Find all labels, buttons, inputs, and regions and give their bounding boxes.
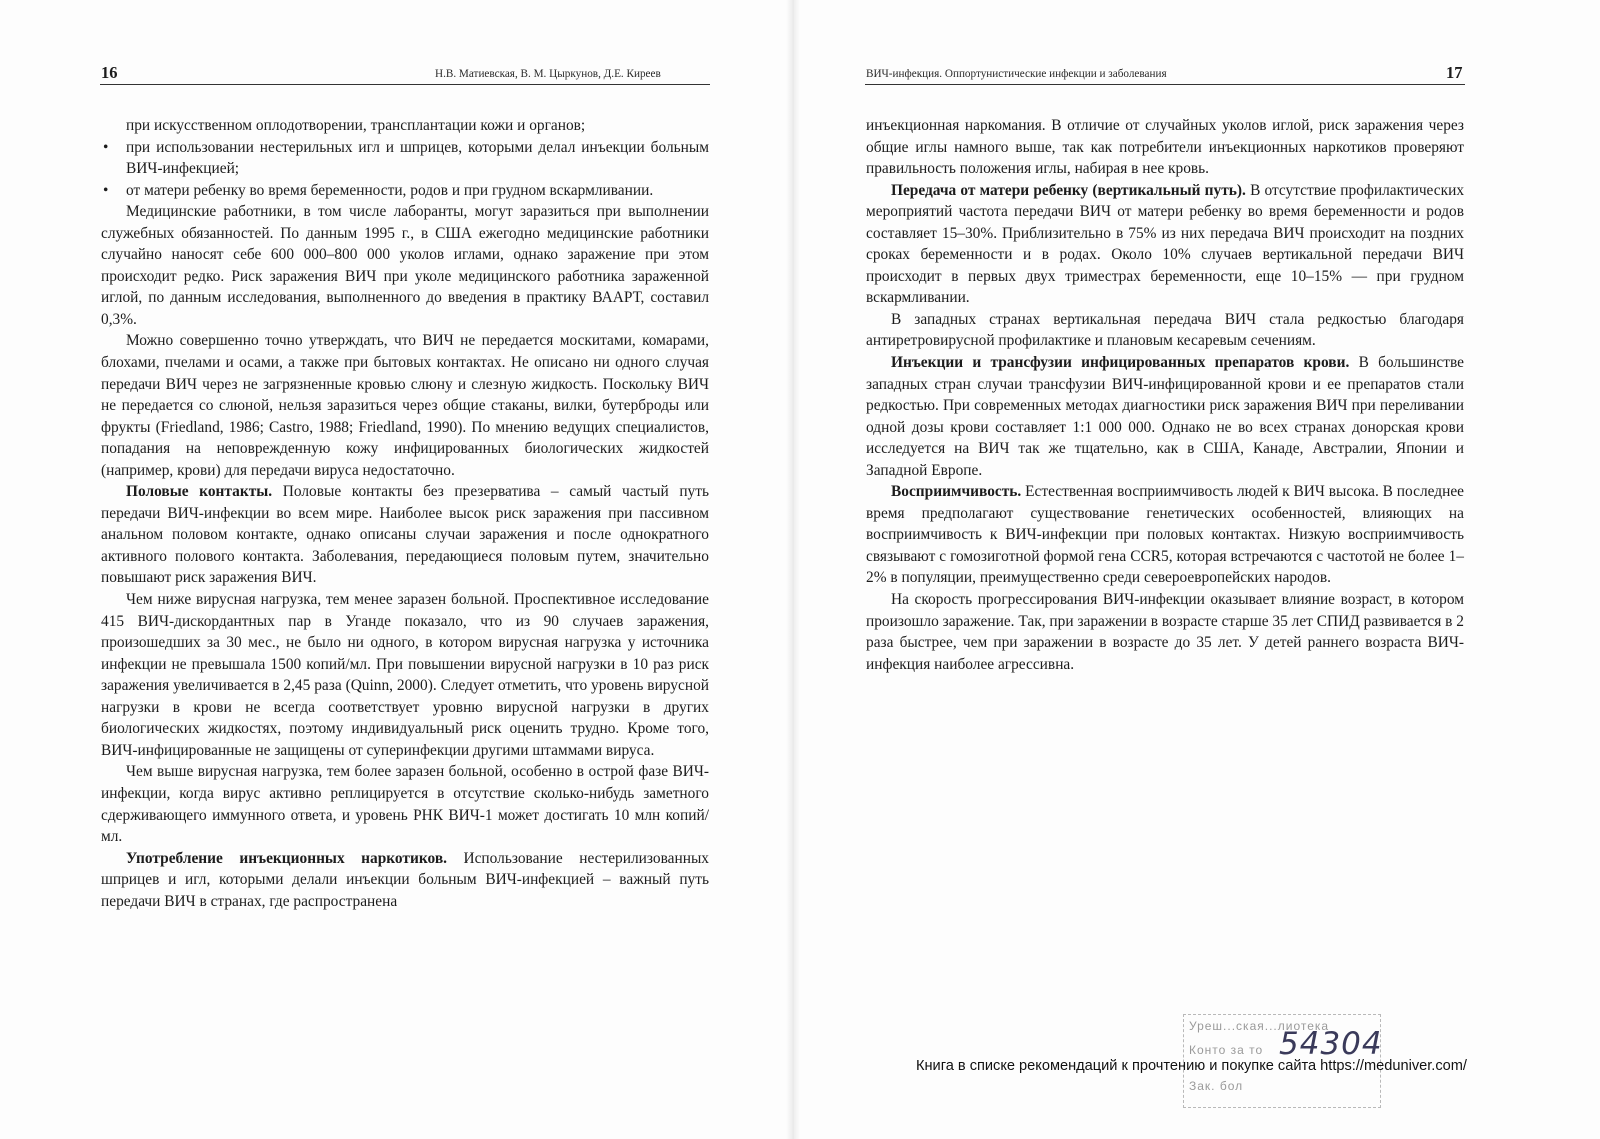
paragraph bbox=[866, 481, 1464, 589]
paragraph-text: Медицинские работники, в том числе лаборанты, могут заразиться при выполнении служебных обязанностей. По данным 1995 г., в США ежегодно медицинские работники случайно наносят себе 600 000–800 000 уколов иглами, однако заражение при этом происходит редко. Риск заражения ВИЧ при уколе медицинского работника зараженной иглой, по данным исследования, выполненного до введения в практику ВААРТ, составил 0,3%. bbox=[101, 203, 709, 328]
book-spine bbox=[786, 0, 800, 1139]
right-running-head: ВИЧ-инфекция. Оппортунистические инфекции и заболевания bbox=[866, 68, 1167, 80]
stamp-line: Зак. бол bbox=[1189, 1079, 1244, 1093]
paragraph bbox=[866, 180, 1464, 309]
left-text-column bbox=[101, 115, 709, 912]
paragraph bbox=[101, 589, 709, 761]
bullet-item bbox=[101, 137, 709, 180]
paragraph-text: Можно совершенно точно утверждать, что ВИЧ не передается москитами, комарами, блохами, пчелами и осами, а также при бытовых контактах. Не описано ни одного случая передачи ВИЧ через не загрязненные кровью слюну и слезную жидкость. Поскольку ВИЧ не передается со слюной, нельзя заразиться через общие стаканы, вилки, бутерброды или фрукты (Friedland, 1986; Castro, 1988; Friedland, 1990). По мнению ведущих специалистов, попадания на неповрежденную кожу инфицированных биологических жидкостей (например, крови) для передачи вируса недостаточно. bbox=[101, 332, 709, 479]
paragraph bbox=[866, 352, 1464, 481]
paragraph bbox=[101, 848, 709, 913]
paragraph-text: На скорость прогрессирования ВИЧ-инфекции оказывает влияние возраст, в котором произошло заражение. Так, при заражении в возрасте старше 35 лет СПИД развивается в 2 раза быстрее, чем при заражении в возрасте до 35 лет. У детей раннего возраста ВИЧ-инфекция наиболее агрессивна. bbox=[866, 591, 1464, 673]
paragraph bbox=[101, 481, 709, 589]
paragraph bbox=[101, 330, 709, 481]
paragraph-text: Использование нестерилизованных шприцев и игл, которыми делали инъекции больным ВИЧ-инфекцией – важный путь передачи ВИЧ в странах, где распространена bbox=[101, 849, 709, 910]
stamp-line: Уреш...ская...лиотека bbox=[1189, 1019, 1330, 1033]
bullet-text: при использовании нестерильных игл и шприцев, которыми делал инъекции больным ВИЧ-инфекцией; bbox=[126, 138, 709, 178]
paragraph-text: В большинстве западных стран случаи трансфузии ВИЧ-инфицированной крови и ее препаратов стали редкостью. При современных методах диагностики риск заражения ВИЧ при переливании одной дозы крови составляет 1:1 000 000. Однако не во всех странах донорская крови исследуется на ВИЧ так же тщательно, как в США, Канаде, Австралии, Японии и Западной Европе. bbox=[866, 354, 1464, 479]
left-running-head: Н.В. Матиевская, В. М. Цыркунов, Д.Е. Киреев bbox=[435, 68, 661, 80]
paragraph-heading: Восприимчивость. bbox=[891, 483, 1022, 501]
left-header-rule bbox=[100, 84, 710, 85]
paragraph-text: В западных странах вертикальная передача ВИЧ стала редкостью благодаря антиретровирусной профилактике и плановым кесаревым сечениям. bbox=[866, 310, 1464, 350]
paragraph-text: В отсутствие профилактических мероприятий частота передачи ВИЧ от матери ребенку во время беременности и родов составляет 15–30%. Приблизительно в 75% из них передача ВИЧ происходит на поздних сроках беременности и в родах. Около 10% случаев вертикальной передачи ВИЧ происходит в первых двух триместрах беременности, еще 10–15% — при грудном вскармливании. bbox=[866, 181, 1465, 307]
paragraph-heading: Инъекции и трансфузии инфицированных препаратов крови. bbox=[891, 354, 1350, 372]
right-page-number: 17 bbox=[1446, 63, 1463, 82]
stamp-line: Конто за то bbox=[1189, 1043, 1264, 1057]
lead-line: при искусственном оплодотворении, трансплантации кожи и органов; bbox=[126, 117, 586, 134]
footer-notice: Книга в списке рекомендаций к прочтению и покупке сайта https://meduniver.com/ bbox=[916, 1058, 1467, 1074]
bullet-text: от матери ребенку во время беременности, родов и при грудном вскармливании. bbox=[126, 181, 654, 199]
handwritten-number: 54304 bbox=[1279, 1026, 1383, 1062]
bullet-marker: • bbox=[103, 181, 109, 199]
bullet-item bbox=[101, 180, 709, 202]
continued-paragraph: инъекционная наркомания. В отличие от случайных уколов иглой, риск заражения через общие иглы намного выше, так как потребители инъекционных наркотиков проверяют правильность положения иглы, набирая в нее кровь. bbox=[866, 117, 1464, 178]
right-text-column bbox=[866, 115, 1464, 675]
paragraph-heading: Половые контакты. bbox=[126, 483, 273, 501]
paragraph-text: Половые контакты без презерватива – самый частый путь передачи ВИЧ-инфекции во всем мире. Наиболее высок риск заражения при пассивном анальном половом контакте, однако описаны случаи заражения и после однократного активного полового контакта. Заболевания, передающиеся половым путем, значительно повышают риск заражения ВИЧ. bbox=[101, 483, 709, 587]
paragraph-heading: Передача от матери ребенку (вертикальный путь). bbox=[891, 181, 1246, 199]
paragraph bbox=[101, 201, 709, 330]
paragraph-text: Чем выше вирусная нагрузка, тем более заразен больной, особенно в острой фазе ВИЧ-инфекции, когда вирус активно реплицируется в отсутствие сколько-нибудь заметного сдерживающего иммунного ответа, и уровень РНК ВИЧ-1 может достигать 10 млн копий/мл. bbox=[101, 763, 709, 846]
paragraph-heading: Употребление инъекционных наркотиков. bbox=[126, 849, 447, 867]
paragraph-text: Чем ниже вирусная нагрузка, тем менее заразен больной. Проспективное исследование 415 ВИЧ-дискордантных пар в Уганде показало, что из 90 случаев заражения, произошедших за 30 мес., не было ни одного, в котором вирусная нагрузка у источника инфекции не превышала 1500 копий/мл. При повышении вирусной нагрузки в 10 раз риск заражения увеличивается в 2,45 раза (Quinn, 2000). Следует отметить, что уровень вирусной нагрузки в крови не всегда соответствует уровню вирусной нагрузки в других биологических жидкостях, поэтому индивидуальный риск оценить трудно. Кроме того, ВИЧ-инфицированные не защищены от суперинфекции другими штаммами вируса. bbox=[101, 591, 709, 759]
paragraph-text: Естественная восприимчивость людей к ВИЧ высока. В последнее время предполагают существование генетических особенностей, влияющих на восприимчивость к ВИЧ-инфекции при половых контактах. Низкую восприимчивость связывают с гомозиготной формой гена CCR5, которая встречаются с частотой не более 1–2% в популяции, преимущественно среди североевропейских народов. bbox=[866, 483, 1464, 587]
paragraph bbox=[866, 589, 1464, 675]
right-header-rule bbox=[865, 84, 1465, 85]
bullet-marker: • bbox=[103, 138, 109, 156]
left-page-number: 16 bbox=[101, 63, 118, 82]
paragraph bbox=[866, 309, 1464, 352]
paragraph bbox=[101, 761, 709, 847]
